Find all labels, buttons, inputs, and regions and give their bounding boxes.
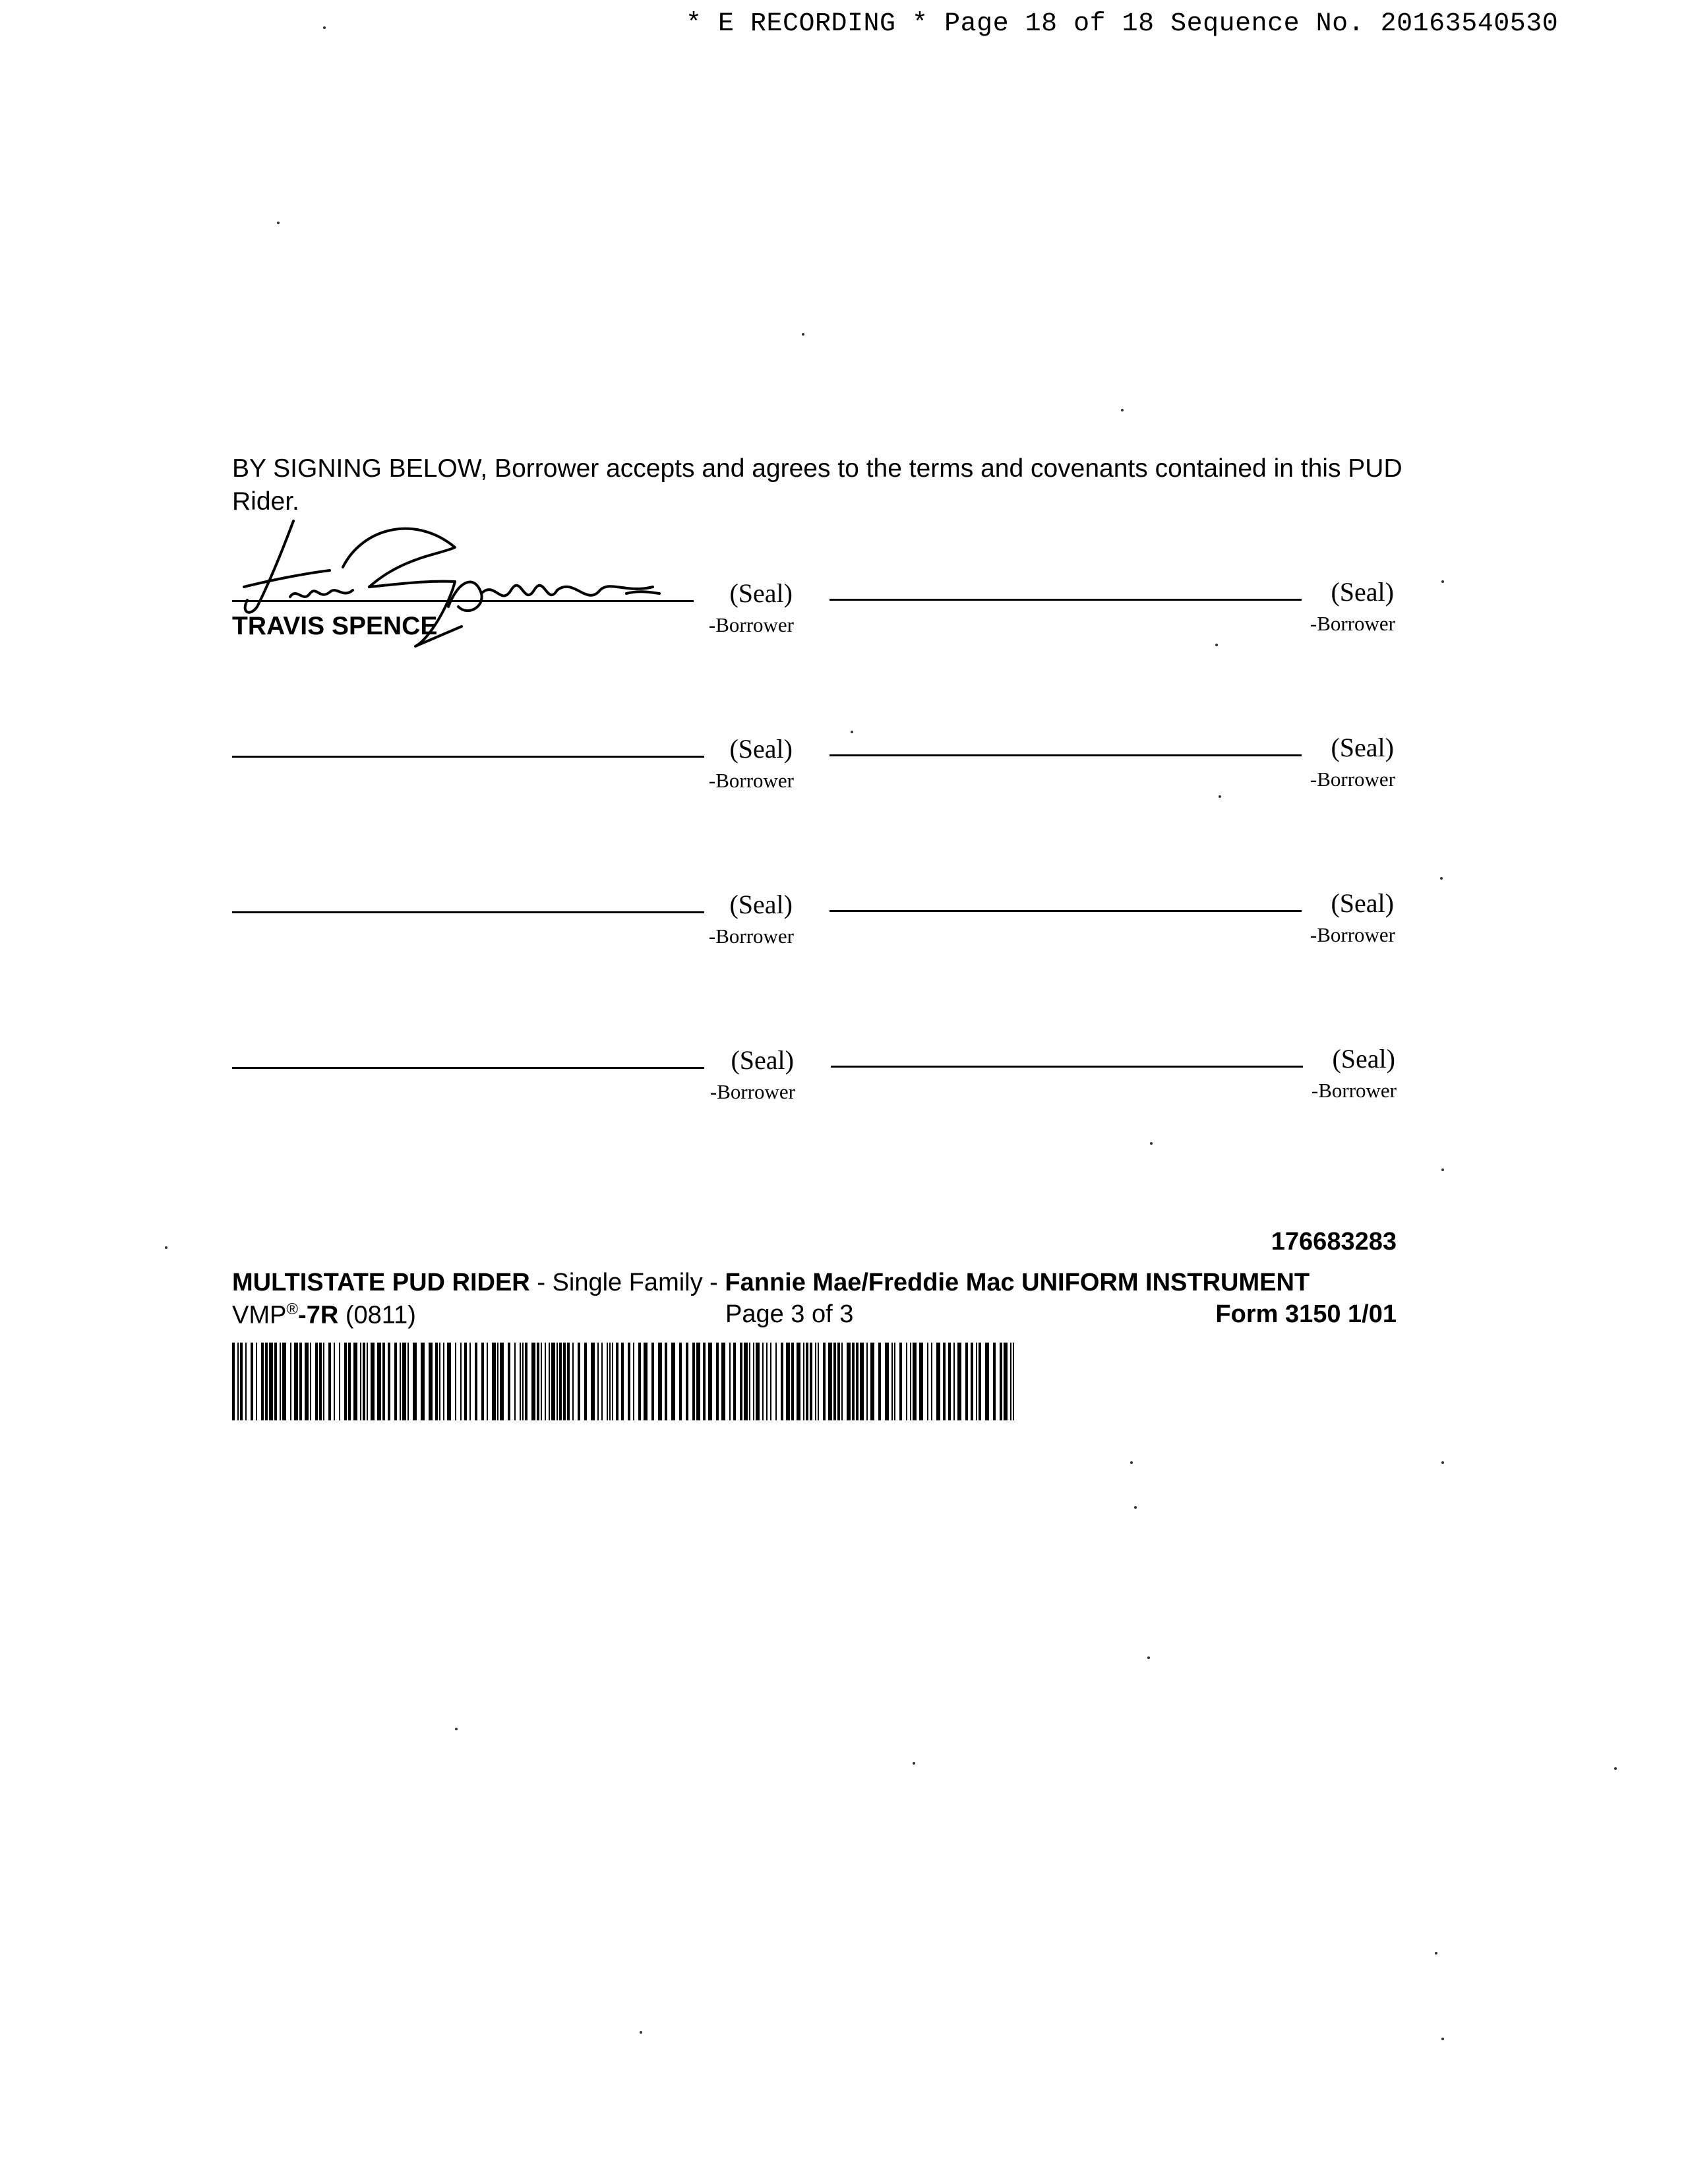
scan-speck <box>1219 795 1221 798</box>
page-label: Page 3 of 3 <box>725 1300 854 1328</box>
form-number: Form 3150 1/01 <box>1215 1300 1397 1328</box>
seal-label: (Seal) <box>731 1045 794 1075</box>
scan-speck <box>1134 1506 1137 1509</box>
seal-label: (Seal) <box>729 890 793 919</box>
seal-label: (Seal) <box>1331 577 1394 607</box>
signature-line <box>829 754 1302 756</box>
scan-speck <box>455 1728 458 1730</box>
barcode-image <box>232 1343 1018 1420</box>
scan-speck <box>1441 580 1444 583</box>
signature-line <box>232 911 704 913</box>
borrower-label: -Borrower <box>1310 923 1395 946</box>
borrower-label: -Borrower <box>708 925 794 948</box>
vmp-code <box>232 1300 416 1330</box>
signature-line <box>831 1066 1303 1068</box>
scan-speck <box>1150 1142 1153 1145</box>
borrower-label: -Borrower <box>708 769 794 792</box>
borrower-label: -Borrower <box>1310 768 1395 791</box>
scan-speck <box>1121 409 1124 411</box>
recording-header: * E RECORDING * Page 18 of 18 Sequence No. 20163540530 <box>686 9 1559 39</box>
signature-line <box>232 1067 704 1069</box>
scan-speck <box>1215 644 1218 646</box>
form-title-tail: Fannie Mae/Freddie Mac UNIFORM INSTRUMENT <box>725 1269 1310 1296</box>
intro-text: BY SIGNING BELOW, Borrower accepts and agrees to the terms and covenants contained in this PUD Rider. <box>232 454 1402 516</box>
signature-line <box>232 600 694 602</box>
scan-speck <box>1614 1767 1617 1770</box>
scan-speck <box>165 1246 167 1249</box>
signature-line <box>232 756 704 758</box>
borrower-label: -Borrower <box>1310 612 1395 635</box>
scan-speck <box>1435 1952 1437 1955</box>
seal-label: (Seal) <box>729 734 793 764</box>
signature-line <box>829 910 1302 912</box>
seal-label: (Seal) <box>1331 888 1394 918</box>
vmp-code-suffix: -7R <box>298 1301 339 1329</box>
loan-number: 176683283 <box>1271 1228 1397 1256</box>
seal-label: (Seal) <box>729 578 793 608</box>
scan-speck <box>277 222 280 224</box>
scan-speck <box>1130 1461 1133 1464</box>
scan-speck <box>1440 877 1443 880</box>
borrower-label: -Borrower <box>1311 1079 1397 1102</box>
form-title-bold: MULTISTATE PUD RIDER <box>232 1269 530 1296</box>
scan-speck <box>913 1762 915 1765</box>
seal-label: (Seal) <box>1332 1044 1395 1074</box>
scan-speck <box>1441 2038 1444 2040</box>
form-title-mid: - Single Family - <box>529 1269 725 1296</box>
form-title <box>232 1269 1419 1297</box>
scan-speck <box>1441 1168 1444 1171</box>
vmp-code-version: (0811) <box>338 1301 416 1329</box>
scan-speck <box>1441 1461 1444 1464</box>
scan-speck <box>1147 1656 1150 1659</box>
signature-line <box>829 599 1302 601</box>
scan-speck <box>851 731 853 733</box>
signer-name: TRAVIS SPENCE <box>232 612 438 640</box>
seal-label: (Seal) <box>1331 733 1394 762</box>
scan-speck <box>640 2031 642 2034</box>
scan-speck <box>802 333 804 336</box>
borrower-label: -Borrower <box>709 1080 795 1103</box>
registered-mark: ® <box>286 1300 299 1318</box>
vmp-code-prefix: VMP <box>232 1301 287 1329</box>
scan-speck <box>323 26 326 29</box>
borrower-label: -Borrower <box>708 613 794 636</box>
